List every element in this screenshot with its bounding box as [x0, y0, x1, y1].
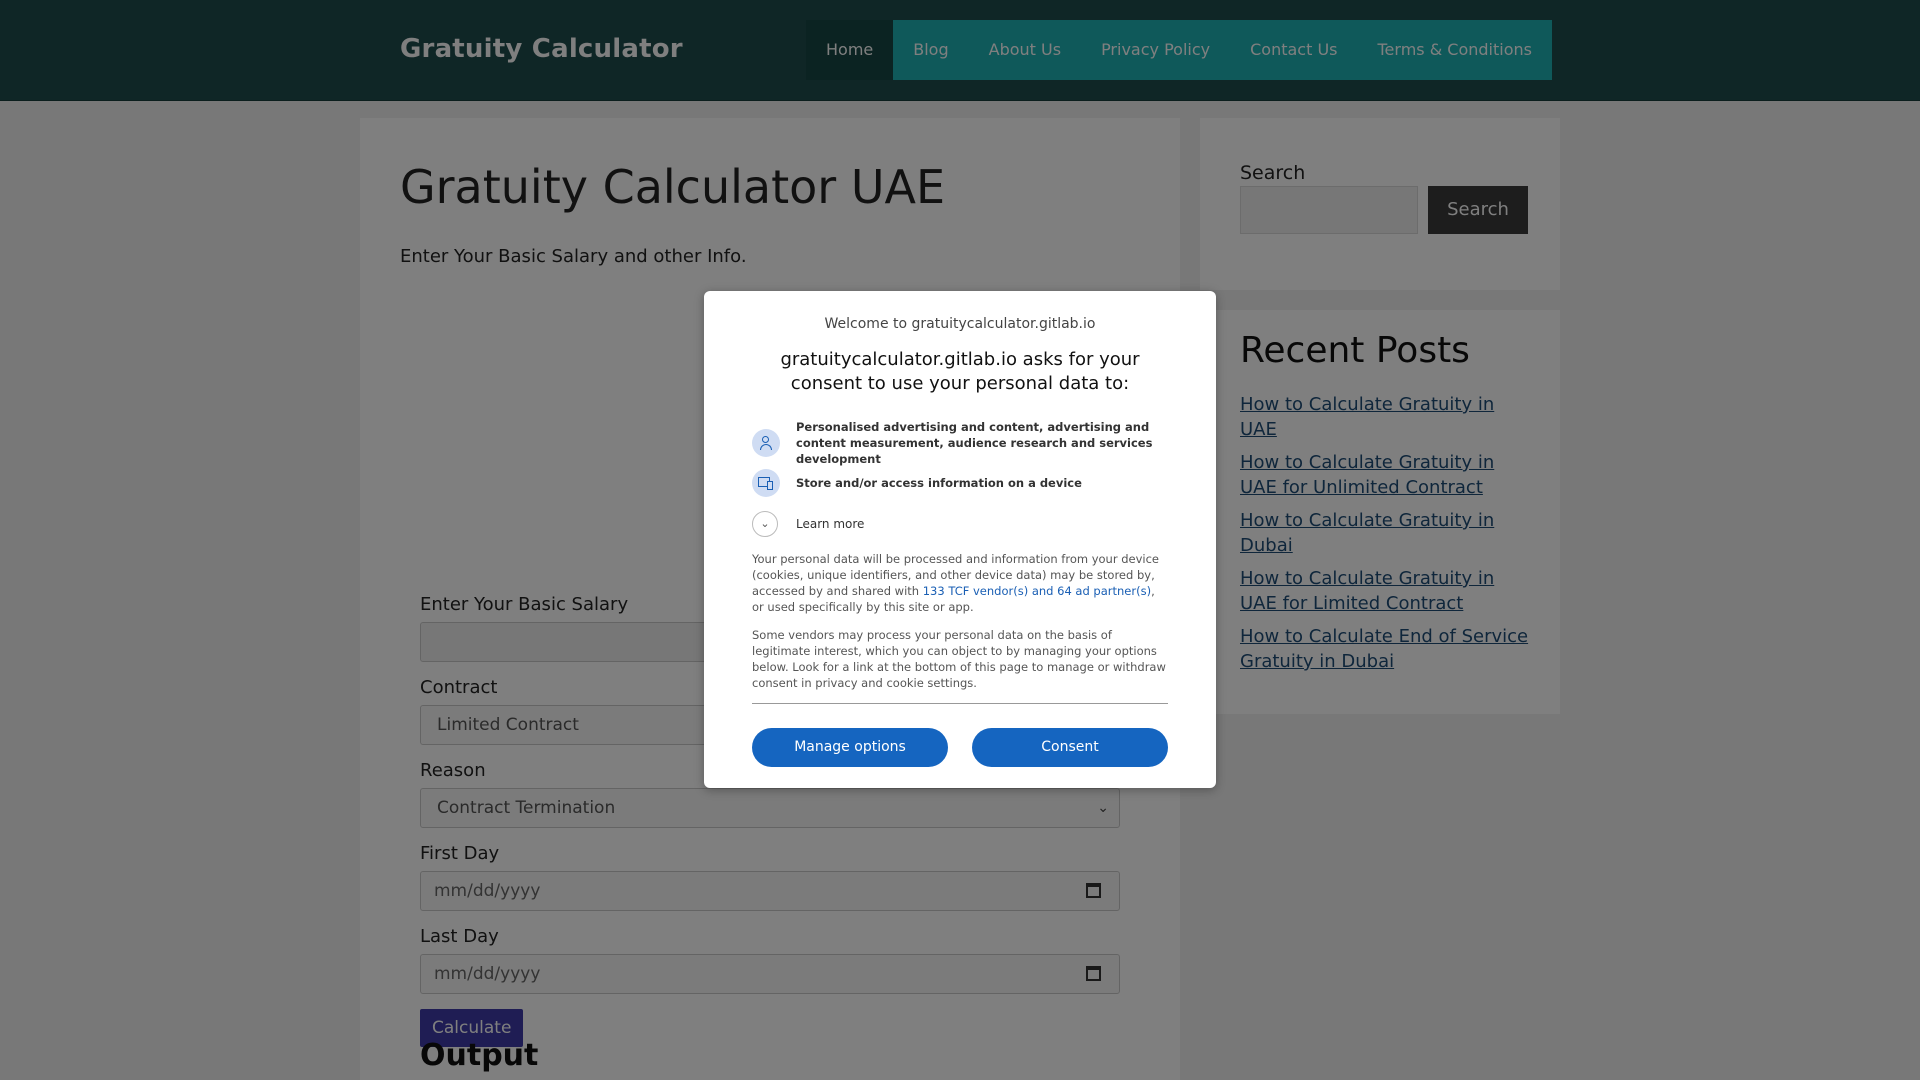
purpose-device — [752, 469, 1172, 497]
purpose-personalised — [752, 419, 1172, 467]
consent-headline: gratuitycalculator.gitlab.io asks for your consent to use your personal data to: — [780, 349, 1140, 394]
device-icon — [752, 469, 780, 497]
purpose-text: Personalised advertising and content, advertising and content measurement, audience research and services development — [796, 420, 1153, 466]
consent-paragraph-text: , or used specifically by this site or app. — [752, 584, 1155, 614]
consent-paragraph-legitimate: Some vendors may process your personal data on the basis of legitimate interest, which you can object to by managing your options below. Look for a link at the bottom of this page to manage or withdraw consent in privacy and cookie settings. — [752, 628, 1166, 690]
person-icon — [752, 429, 780, 457]
learn-more-link[interactable]: Learn more — [796, 517, 865, 531]
chevron-down-icon[interactable]: ⌄ — [752, 511, 778, 537]
consent-dialog — [704, 291, 1216, 788]
purpose-text: Store and/or access information on a device — [796, 476, 1082, 490]
divider — [752, 703, 1168, 704]
consent-welcome: Welcome to gratuitycalculator.gitlab.io — [824, 316, 1096, 332]
vendors-link[interactable]: 133 TCF vendor(s) and 64 ad partner(s) — [922, 584, 1152, 598]
consent-paragraph-data — [752, 551, 1168, 615]
manage-options-button[interactable]: Manage options — [752, 728, 948, 767]
learn-more-row[interactable] — [752, 511, 1172, 537]
consent-paragraph-text: Your personal data will be processed and information from your device (cookies, unique identifiers, and other device data) may be stored by, accessed by and shared with — [752, 552, 1160, 598]
consent-button[interactable]: Consent — [972, 728, 1168, 767]
